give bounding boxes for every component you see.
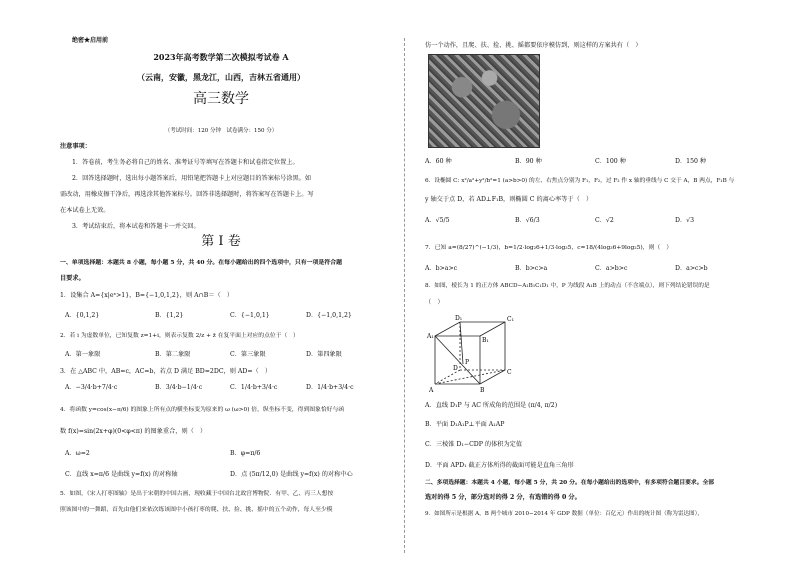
q1-option-a[interactable]: A．{0,1,2} [65, 312, 100, 319]
cube-diagram [425, 312, 525, 402]
label-c1: C₁ [507, 316, 514, 323]
q6-stem-cont: y 轴交于点 D，若 AD⊥F₁B，则椭圆 C 的离心率等于（ ） [425, 196, 593, 203]
q8-option-b[interactable]: B．平面 D₁A₁P⊥平面 A₁AP [425, 421, 505, 428]
cube-outline [435, 322, 505, 384]
q3-option-d[interactable]: D．1/4·b+3/4·c [306, 384, 354, 391]
q6-option-a[interactable]: A．√5/5 [425, 217, 450, 224]
label-b: B [480, 387, 485, 394]
q1-option-b[interactable]: B．{1,2} [155, 312, 184, 319]
volume-title: 第 I 卷 [201, 234, 241, 249]
section1-heading-cont: 目要求。 [60, 275, 85, 282]
note-1: 1．答卷前，考生务必将自己的姓名、准考证号等填写在答题卡和试卷指定位置上。 [72, 159, 299, 166]
q1-option-c[interactable]: C．{−1,0,1} [230, 312, 270, 319]
q6-option-b[interactable]: B．√6/3 [515, 217, 540, 224]
section2-heading: 二、多项选择题：本题共 4 小题，每小题 5 分，共 20 分。在每小题给出的选项中，有多项符合题目要求。全部 [425, 480, 715, 486]
column-separator [404, 38, 405, 553]
section1-heading: 一、单项选择题：本题共 8 小题，每小题 5 分，共 40 分。在每小题给出的四个选项中，只有一项是符合题 [60, 259, 342, 266]
q3-option-c[interactable]: C．1/4·b+3/4·c [230, 384, 278, 391]
q5-option-b[interactable]: B．90 种 [515, 158, 542, 165]
q2-option-b[interactable]: B．第二象限 [155, 351, 191, 358]
q6-option-d[interactable]: D．√3 [675, 217, 695, 224]
diagonal-ac [435, 370, 505, 384]
diagonal-a1b [435, 336, 480, 384]
q8-stem-cont: （ ） [425, 299, 444, 306]
segment-d1p [460, 322, 463, 364]
q2-option-c[interactable]: C．第三象限 [230, 351, 266, 358]
q5-stem-cont: 照该图中的一舞蹈，首先由他们来依次练该图中小孩打枣的爬、扶、捡、挑、摇中的五个动作，每人至少模 [60, 507, 333, 513]
q2-stem: 2．若 i 为虚数单位，已知复数 z=1+i，则表示复数 2/z + z̄ 在复平面上对应的点位于（ ） [60, 333, 299, 339]
label-p: P [465, 359, 470, 366]
q2-option-d[interactable]: D．第四象限 [306, 351, 342, 358]
q3-option-b[interactable]: B．3/4·b−1/4·c [155, 384, 203, 391]
exam-meta: （考试时间：120 分钟 试卷满分：150 分） [164, 128, 278, 134]
q3-option-a[interactable]: A．−3/4·b+7/4·c [65, 384, 118, 391]
note-2c: 在本试卷上无效。 [60, 207, 110, 214]
q7-option-c[interactable]: C．a>b>c [595, 265, 628, 272]
q8-option-c[interactable]: C．三棱锥 D₁−CDP 的体积为定值 [425, 441, 523, 448]
note-3: 3．考试结束后，将本试卷和答题卡一并交回。 [72, 223, 200, 230]
note-2b: 需改动，用橡皮擦干净后，再选涂其他答案标号。回答非选择题时，将答案写在答题卡上。写 [60, 191, 314, 198]
q5-stem-end: 仿一个动作，且爬、扶、捡、挑、摇都要依序模仿到，则这样的方案共有（ ） [425, 42, 642, 49]
left-column [60, 0, 382, 562]
q5-option-d[interactable]: D．150 种 [675, 158, 707, 165]
q2-option-a[interactable]: A．第一象限 [65, 351, 101, 358]
q1-stem: 1．设集合 A={x|eˣ>1}，B={−1,0,1,2}，则 A∩B＝（ ） [60, 292, 234, 299]
q8-option-d[interactable]: D．平面 APD₁ 截正方体所得的截面可能是直角三角形 [425, 462, 574, 469]
q6-option-c[interactable]: C．√2 [595, 217, 614, 224]
section2-heading-cont: 选对的得 5 分，部分选对的得 2 分，有选错的得 0 分。 [425, 494, 581, 501]
q7-option-d[interactable]: D．a>c>b [675, 265, 708, 272]
q5-stem: 5．如图，《宋人打枣图轴》是出于宋朝的中国古画，现收藏于中国台北故宫博物院．有甲、乙、丙三人想按 [60, 491, 334, 497]
q4-option-b[interactable]: B．φ=π/6 [230, 450, 261, 457]
cube-edge [480, 322, 505, 336]
notes-heading: 注意事项： [60, 143, 91, 150]
label-c: C [507, 369, 512, 376]
label-d1: D₁ [455, 315, 463, 322]
subject-title: 高三数学 [193, 91, 249, 107]
q9-stem: 9．如图所示是根据 A，B 两个城市 2010−2014 年 GDP 数据（单位：百亿元）作出的统计图（称为雷达图）， [425, 511, 704, 517]
q7-option-a[interactable]: A．b>a>c [425, 265, 458, 272]
q7-stem: 7．已知 a=(8/27)^(−1/3)，b=1/2·log₂6+1/3·log₃5，c=18/(4log₃6+9log₂5)，则（ ） [425, 245, 673, 251]
exam-title: 2023年高考数学第二次模拟考试卷 A [153, 52, 289, 62]
exam-subtitle: （云南，安徽，黑龙江，山西，吉林五省通用） [137, 72, 305, 82]
painting-image [428, 54, 540, 148]
label-a1: A₁ [427, 333, 434, 340]
q8-option-a[interactable]: A．直线 D₁P 与 AC 所成角的范围是 (π/4, π/2) [425, 402, 558, 409]
q4-stem-cont: 数 f(x)=sin(2x+φ)(0<φ<π) 的图象重合，则（ ） [60, 428, 207, 435]
q4-option-c[interactable]: C．直线 x=π/6 是曲线 y=f(x) 的对称轴 [65, 471, 178, 478]
label-d: D [453, 365, 458, 372]
q3-stem: 3．在 △ABC 中，AB=c，AC=b，若点 D 满足 BD=2DC，则 AD=（ ） [60, 368, 272, 375]
q5-option-a[interactable]: A．60 种 [425, 158, 452, 165]
q4-option-a[interactable]: A．ω=2 [65, 450, 90, 457]
label-a: A [429, 387, 434, 394]
label-b1: B₁ [482, 337, 489, 344]
q8-stem: 8．如图，棱长为 1 的正方体 ABCD−A₁B₁C₁D₁ 中，P 为线段 A₁B 上的动点（不含端点），则下列结论错误的是 [425, 283, 710, 289]
q6-stem: 6．设椭圆 C: x²/a²+y²/b²=1 (a>b>0) 的左、右焦点分别为 F₁，F₂，过 F₂ 作 x 轴的垂线与 C 交于 A，B 两点，F₁B 与 [425, 178, 735, 184]
secret-label: 绝密★启用前 [72, 37, 109, 44]
q7-option-b[interactable]: B．b>c>a [515, 265, 548, 272]
q4-stem: 4．将函数 y=cos(x−π/6) 的图象上所有点的横坐标变为原来的 ω (ω>0) 倍，纵坐标不变，得到图象恰好与函 [60, 407, 345, 413]
note-2a: 2．回答选择题时，选出每小题答案后，用铅笔把答题卡上对应题目的答案标号涂黑。如 [72, 175, 312, 182]
q1-option-d[interactable]: D．{−1,0,1,2} [306, 312, 352, 319]
q5-option-c[interactable]: C．100 种 [595, 158, 626, 165]
q4-option-d[interactable]: D．点 (5π/12,0) 是曲线 y=f(x) 的对称中心 [230, 471, 353, 478]
